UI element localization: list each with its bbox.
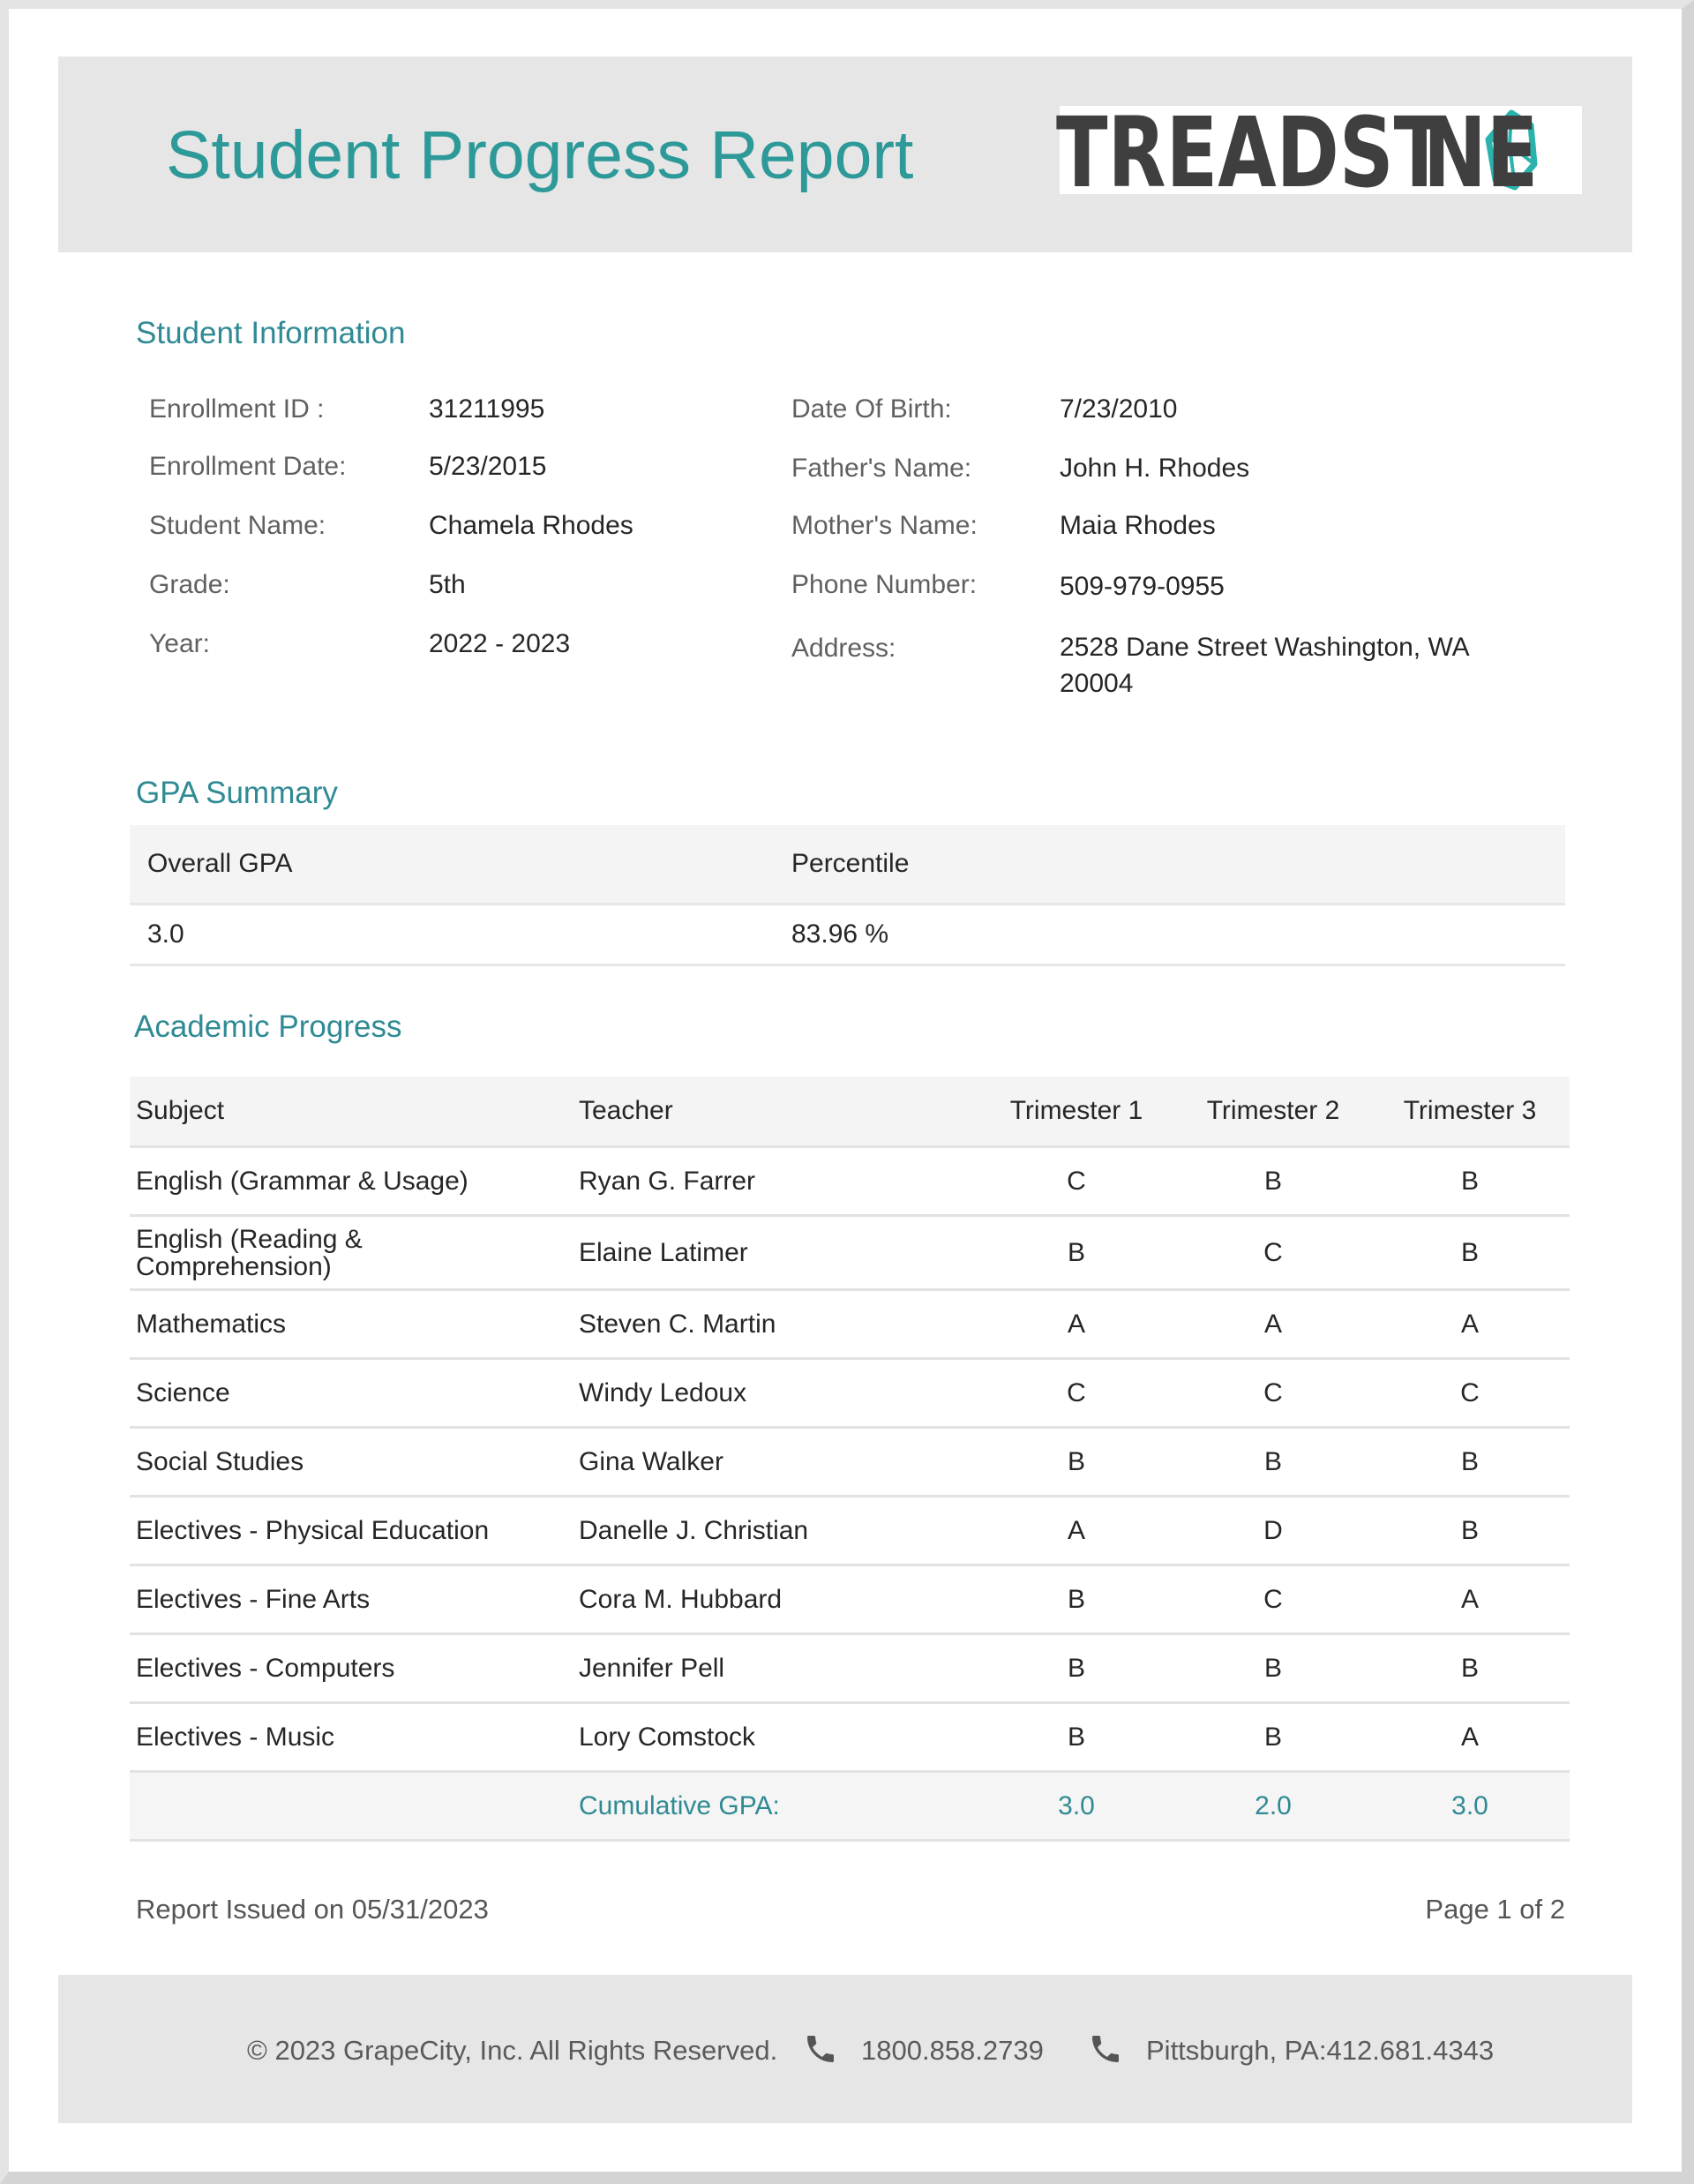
grade-label: Grade:	[149, 570, 230, 599]
trimester-2-grade: B	[1263, 1446, 1282, 1476]
trimester-3-header: Trimester 3	[1403, 1096, 1537, 1125]
teacher-cell: Cora M. Hubbard	[579, 1584, 783, 1614]
treadstone-logo	[1056, 96, 1582, 209]
percentile-value: 83.96 %	[791, 919, 889, 949]
cumulative-gpa-label: Cumulative GPA:	[579, 1790, 780, 1820]
student-info-title: Student Information	[136, 316, 406, 350]
grade-value: 5th	[429, 570, 466, 599]
subject-cell: Electives - Music	[136, 1722, 335, 1752]
gpa-value-row	[130, 905, 1565, 966]
phone-number-2[interactable]: Pittsburgh, PA:412.681.4343	[1146, 2035, 1495, 2066]
academic-progress-table	[130, 1077, 1570, 1842]
trimester-2-grade: B	[1263, 1722, 1282, 1752]
trimester-2-grade: C	[1263, 1584, 1283, 1614]
trimester-2-grade: B	[1263, 1166, 1282, 1196]
trimester-1-grade: B	[1067, 1446, 1085, 1476]
trimester-3-grade: C	[1460, 1377, 1480, 1407]
teacher-cell: Steven C. Martin	[579, 1309, 776, 1339]
table-row	[130, 1217, 1570, 1291]
teacher-cell: Jennifer Pell	[579, 1653, 725, 1683]
gpa-header-row	[130, 825, 1565, 905]
logo-text-right: NE	[1423, 96, 1539, 209]
subject-cell: English (Reading & Comprehension)	[136, 1224, 363, 1281]
subject-header: Subject	[136, 1096, 225, 1125]
mother-name-value: Maia Rhodes	[1060, 511, 1216, 540]
teacher-cell: Ryan G. Farrer	[579, 1166, 756, 1196]
table-row	[130, 1429, 1570, 1497]
year-value: 2022 - 2023	[429, 629, 571, 658]
table-row	[130, 1497, 1570, 1566]
percentile-header: Percentile	[791, 849, 910, 878]
overall-gpa-value: 3.0	[147, 919, 184, 949]
phone-number-1[interactable]: 1800.858.2739	[861, 2035, 1044, 2066]
mother-name-label: Mother's Name:	[791, 511, 978, 540]
subject-cell: Electives - Physical Education	[136, 1515, 490, 1545]
year-label: Year:	[149, 629, 210, 658]
phone-number-label: Phone Number:	[791, 570, 978, 599]
teacher-cell: Elaine Latimer	[579, 1237, 748, 1267]
page-title: Student Progress Report	[166, 117, 914, 193]
trimester-2-grade: B	[1263, 1653, 1282, 1683]
cumulative-gpa-row	[130, 1773, 1570, 1842]
subject-cell: Mathematics	[136, 1309, 287, 1339]
enrollment-id-value: 31211995	[429, 394, 545, 424]
student-name-value: Chamela Rhodes	[429, 511, 633, 540]
father-name-label: Father's Name:	[791, 454, 972, 483]
trimester-2-grade: C	[1263, 1377, 1283, 1407]
dob-value: 7/23/2010	[1060, 394, 1178, 424]
trimester-1-grade: B	[1067, 1722, 1085, 1752]
trimester-3-grade: B	[1460, 1653, 1479, 1683]
trimester-3-grade: B	[1460, 1515, 1479, 1545]
subject-cell: Electives - Computers	[136, 1653, 395, 1683]
father-name-value: John H. Rhodes	[1060, 454, 1250, 483]
table-header-row	[130, 1077, 1570, 1148]
teacher-cell: Gina Walker	[579, 1446, 723, 1476]
table-row	[130, 1148, 1570, 1217]
teacher-header: Teacher	[579, 1096, 673, 1125]
report-header	[58, 56, 1632, 252]
trimester-3-grade: B	[1460, 1166, 1479, 1196]
enrollment-id-label: Enrollment ID :	[149, 394, 325, 424]
enrollment-date-value: 5/23/2015	[429, 452, 547, 481]
cumulative-gpa-t3: 3.0	[1451, 1790, 1488, 1820]
trimester-3-grade: B	[1460, 1446, 1479, 1476]
cumulative-gpa-t1: 3.0	[1058, 1790, 1095, 1820]
page-number: Page 1 of 2	[1425, 1894, 1565, 1925]
cumulative-gpa-t2: 2.0	[1255, 1790, 1292, 1820]
dob-label: Date Of Birth:	[791, 394, 952, 424]
trimester-1-grade: B	[1067, 1653, 1085, 1683]
trimester-3-grade: A	[1460, 1309, 1479, 1339]
logo-text-left: TREADST	[1056, 96, 1446, 209]
phone-number-value: 509-979-0955	[1060, 572, 1225, 601]
table-row	[130, 1291, 1570, 1360]
subject-cell: Social Studies	[136, 1446, 304, 1476]
trimester-2-grade: A	[1263, 1309, 1282, 1339]
teacher-cell: Windy Ledoux	[579, 1377, 747, 1407]
report-footer	[58, 1975, 1632, 2123]
address-value: 2528 Dane Street Washington, WA 20004	[1060, 633, 1469, 698]
enrollment-date-label: Enrollment Date:	[149, 452, 347, 481]
student-name-label: Student Name:	[149, 511, 326, 540]
trimester-1-grade: A	[1067, 1515, 1085, 1545]
address-label: Address:	[791, 634, 896, 663]
trimester-2-grade: C	[1263, 1237, 1283, 1267]
subject-cell: English (Grammar & Usage)	[136, 1166, 468, 1196]
academic-progress-title: Academic Progress	[134, 1009, 402, 1044]
teacher-cell: Lory Comstock	[579, 1722, 756, 1752]
trimester-2-header: Trimester 2	[1206, 1096, 1340, 1125]
phone-icon	[1088, 2031, 1123, 2067]
gpa-summary-title: GPA Summary	[136, 776, 338, 810]
trimester-1-grade: B	[1067, 1237, 1085, 1267]
teacher-cell: Danelle J. Christian	[579, 1515, 809, 1545]
trimester-3-grade: A	[1460, 1722, 1479, 1752]
table-row	[130, 1704, 1570, 1773]
trimester-1-grade: B	[1067, 1584, 1085, 1614]
report-issued-date: Report Issued on 05/31/2023	[136, 1894, 489, 1925]
phone-icon	[803, 2031, 838, 2067]
trimester-1-grade: C	[1067, 1166, 1086, 1196]
trimester-1-grade: A	[1067, 1309, 1085, 1339]
gpa-summary-table	[130, 825, 1565, 966]
trimester-3-grade: A	[1460, 1584, 1479, 1614]
trimester-1-header: Trimester 1	[1009, 1096, 1143, 1125]
overall-gpa-header: Overall GPA	[147, 849, 293, 878]
copyright-text: © 2023 GrapeCity, Inc. All Rights Reserved.	[247, 2035, 778, 2066]
trimester-2-grade: D	[1263, 1515, 1283, 1545]
trimester-1-grade: C	[1067, 1377, 1086, 1407]
table-row	[130, 1360, 1570, 1429]
table-row	[130, 1566, 1570, 1635]
table-row	[130, 1635, 1570, 1704]
subject-cell: Electives - Fine Arts	[136, 1584, 371, 1614]
trimester-3-grade: B	[1460, 1237, 1479, 1267]
subject-cell: Science	[136, 1377, 230, 1407]
